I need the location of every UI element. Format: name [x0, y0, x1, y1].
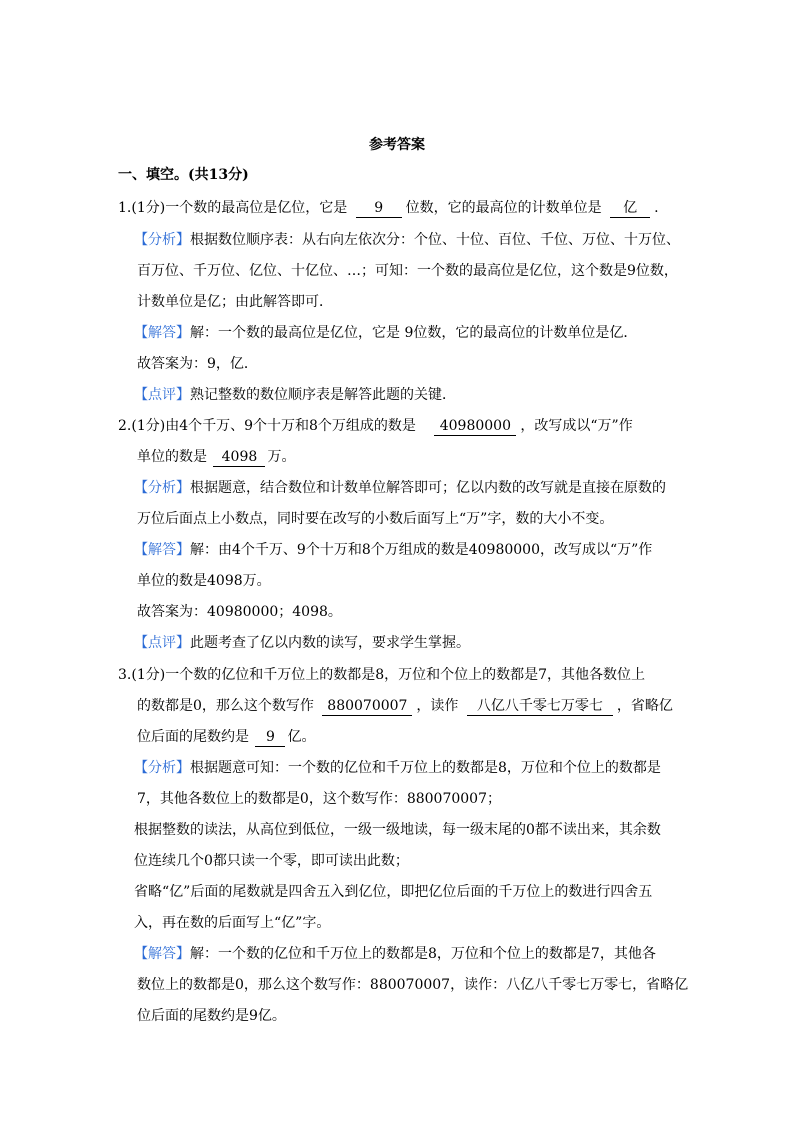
q1-answer-line-2: 故答案为：9，亿． [137, 356, 258, 372]
q1-blank-2: 亿 [610, 200, 650, 218]
q3-answer-line-1 [134, 944, 656, 964]
q1-answer-text-1: 解：一个数的最高位是亿位，它是 9位数，它的最高位的计数单位是亿． [190, 325, 638, 341]
q1-analysis-line-3: 计数单位是亿；由此解答即可． [137, 294, 333, 310]
q3-answer-line-3: 位后面的尾数约是9亿。 [137, 1008, 286, 1024]
q3-stem-c: ，读作 [416, 698, 459, 714]
q1-comment-text: 熟记整数的数位顺序表是解答此题的关键． [190, 387, 456, 403]
q2-answer-text-1: 解：由4个千万、9个十万和8个万组成的数是40980000，改写成以“万”作 [190, 542, 653, 558]
q1-comment-tag: 【点评】 [134, 387, 190, 403]
q2-analysis-line-1 [134, 478, 666, 498]
q3-stem-line-3 [137, 727, 315, 747]
q3-analysis-line-4: 位连续几个0都只读一个零，即可读出此数； [134, 853, 409, 869]
q2-answer-line-3: 故答案为：40980000；4098。 [137, 604, 342, 620]
q3-blank-3: 9 [255, 729, 285, 747]
q2-comment-text: 此题考查了亿以内数的读写，要求学生掌握。 [190, 635, 470, 651]
q2-stem-b: ，改写成以“万”作 [520, 418, 633, 434]
q2-blank-1: 40980000 [434, 418, 516, 436]
q3-analysis-line-6: 入，再在数的后面写上“亿”字。 [134, 915, 331, 931]
q1-analysis-line-2: 百万位、千万位、亿位、十亿位、…；可知：一个数的最高位是亿位，这个数是9位数， [137, 263, 678, 279]
q1-stem [118, 198, 659, 218]
q3-stem-a: (1分)一个数的亿位和千万位上的数都是8，万位和个位上的数都是7，其他各数位上 [131, 667, 646, 683]
q1-stem-b: 位数，它的最高位的计数单位是 [405, 200, 602, 216]
q1-blank-1: 9 [356, 200, 402, 218]
q3-analysis-line-5: 省略“亿”后面的尾数就是四舍五入到亿位，即把亿位后面的千万位上的数进行四舍五 [134, 884, 653, 900]
q3-stem-d: ，省略亿 [616, 698, 673, 714]
q1-stem-c: . [654, 200, 659, 216]
q2-stem-line-1 [118, 416, 633, 436]
q2-analysis-tag: 【分析】 [134, 480, 190, 496]
q2-analysis-text-1: 根据题意，结合数位和计数单位解答即可；亿以内数的改写就是直接在原数的 [190, 480, 666, 496]
q3-analysis-text-1: 根据题意可知：一个数的亿位和千万位上的数都是8，万位和个位上的数都是 [190, 760, 661, 776]
q2-analysis-line-2: 万位后面点上小数点，同时要在改写的小数后面写上“万”字，数的大小不变。 [137, 511, 614, 527]
q2-stem-d: 万。 [267, 449, 296, 465]
q1-number: 1. [118, 200, 132, 216]
q2-answer-line-1 [134, 540, 652, 560]
q2-stem-line-2 [137, 447, 295, 467]
q3-analysis-line-3: 根据整数的读法，从高位到低位，一级一级地读，每一级末尾的0都不读出来，其余数 [134, 822, 661, 838]
q3-stem-b: 的数都是0，那么这个数写作 [137, 698, 314, 714]
q1-answer-tag: 【解答】 [134, 325, 190, 341]
q2-stem-c: 单位的数是 [137, 449, 207, 465]
q3-number: 3. [118, 667, 132, 683]
q3-blank-2: 八亿八千零七万零七 [467, 698, 613, 716]
q2-answer-tag: 【解答】 [134, 542, 190, 558]
q2-answer-line-2: 单位的数是4098万。 [137, 573, 271, 589]
q1-stem-a: (1分)一个数的最高位是亿位，它是 [131, 200, 348, 216]
q3-analysis-line-1 [134, 758, 661, 778]
page-title: 参考答案 [369, 137, 425, 153]
q3-answer-line-2: 数位上的数都是0，那么这个数写作：880070007，读作：八亿八千零七万零七，省略亿 [137, 977, 689, 993]
q3-answer-tag: 【解答】 [134, 946, 190, 962]
q2-stem-a: (1分)由4个千万、9个十万和8个万组成的数是 [131, 418, 416, 434]
q3-stem-line-1 [118, 665, 645, 685]
q3-stem-f: 亿。 [287, 729, 316, 745]
q2-blank-2: 4098 [213, 449, 265, 467]
q3-analysis-line-2: 7，其他各数位上的数都是0，这个数写作：880070007； [137, 791, 501, 807]
q1-analysis-text-1: 根据数位顺序表：从右向左依次分：个位、十位、百位、千位、万位、十万位、 [190, 232, 680, 248]
q2-number: 2. [118, 418, 132, 434]
q2-comment-line [134, 633, 470, 653]
q3-stem-line-2 [137, 696, 673, 716]
q1-answer-line-1 [134, 323, 637, 343]
q1-analysis-tag: 【分析】 [134, 232, 190, 248]
q3-analysis-tag: 【分析】 [134, 760, 190, 776]
q3-answer-text-1: 解：一个数的亿位和千万位上的数都是8，万位和个位上的数都是7，其他各 [190, 946, 656, 962]
q3-stem-e: 位后面的尾数约是 [137, 729, 249, 745]
q1-comment-line [134, 385, 456, 405]
q2-comment-tag: 【点评】 [134, 635, 190, 651]
section-heading: 一、填空。(共13分) [118, 167, 249, 183]
q1-analysis-line-1 [134, 230, 680, 250]
q3-blank-1: 880070007 [322, 698, 412, 716]
